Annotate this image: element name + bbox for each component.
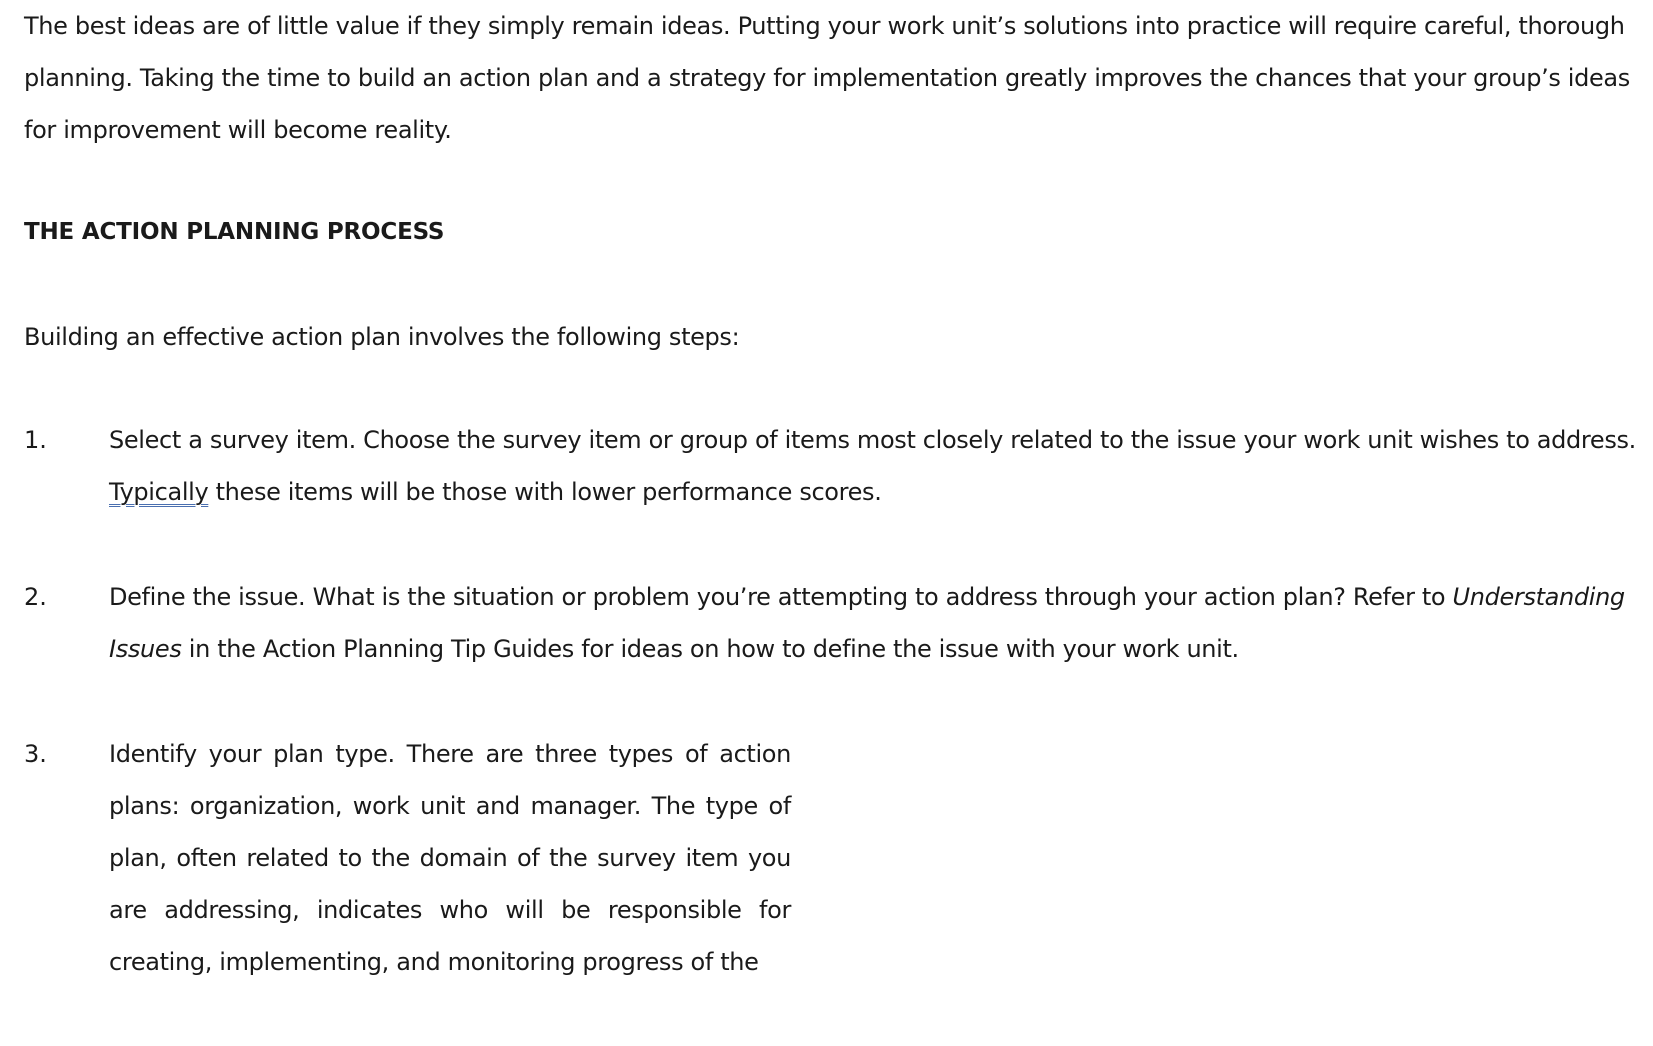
- step-text: Identify your plan type. There are three types of action plans: organization, work unit and manager. The type of plan, often related to the domain of the survey item you are addressing, indicates who will be responsible for creating, implementing, and monitoring progress of the: [109, 740, 791, 976]
- spellcheck-flagged-word[interactable]: Typically: [109, 478, 209, 506]
- step-text-start: Define the issue. What is the situation or problem you’re attempting to address through your action plan? Refer to: [109, 583, 1453, 611]
- step-number: 2.: [24, 583, 47, 611]
- section-heading: THE ACTION PLANNING PROCESS: [24, 219, 445, 245]
- step-number: 1.: [24, 426, 47, 454]
- step-text: [109, 571, 1649, 675]
- step-text-end: these items will be those with lower performance scores.: [208, 478, 882, 506]
- step-number: 3.: [24, 740, 47, 768]
- step-text: [109, 414, 1649, 518]
- step-text-start: Select a survey item. Choose the survey item or group of items most closely related to the issue your work unit wishes to address.: [109, 426, 1636, 454]
- intro-paragraph: The best ideas are of little value if they simply remain ideas. Putting your work unit’s solutions into practice will require careful, thorough planning. Taking the time to build an action plan and a strategy for implementation greatly improves the chances that your group’s ideas for improvement will become reality.: [24, 12, 1630, 144]
- step-text-end: in the Action Planning Tip Guides for ideas on how to define the issue with your work unit.: [181, 635, 1239, 663]
- lead-paragraph: Building an effective action plan involves the following steps:: [24, 323, 740, 351]
- guide-title-reference: Understanding Issues: [109, 583, 1625, 663]
